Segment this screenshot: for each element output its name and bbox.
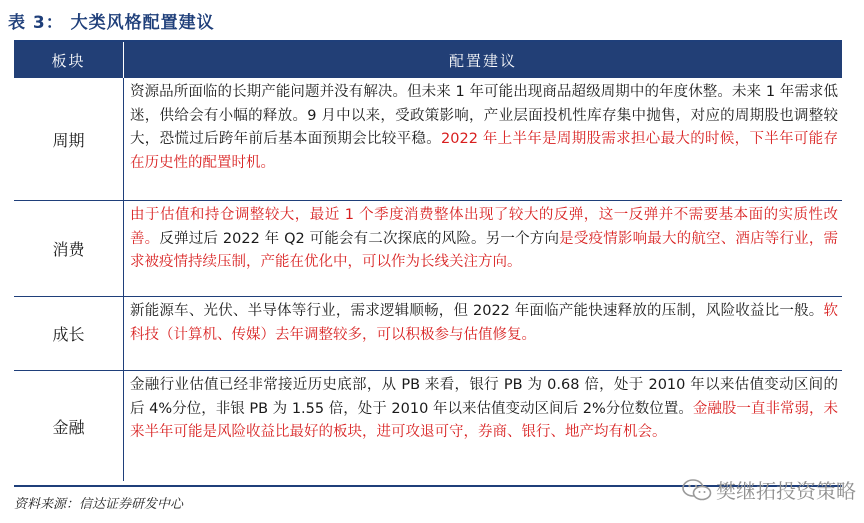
- cyclical-red-text: 2022 年上半年是周期股需求担心最大的时候，下半年可能存在历史性的配置时机。: [130, 131, 838, 171]
- wechat-icon: [682, 479, 712, 501]
- row-category-consumer: 消费: [14, 200, 124, 296]
- consumer-black-text: 反弹过后 2022 年 Q2 可能会有二次探底的风险。另一个方向: [159, 230, 560, 247]
- row-text-consumer: [124, 200, 842, 296]
- row-category-cyclical: 周期: [14, 78, 124, 200]
- row-category-financial: 金融: [14, 370, 124, 481]
- row-category-growth: 成长: [14, 296, 124, 370]
- growth-black-text: 新能源车、光伏、半导体等行业，需求逻辑顺畅，但 2022 年面临产能快速释放的压制，风险收益比一般。: [130, 303, 824, 319]
- header-suggestion: 配置建议: [124, 42, 842, 78]
- source-note: 资料来源：信达证券研发中心: [14, 497, 184, 512]
- row-text-cyclical: [124, 78, 842, 200]
- row-text-growth: [124, 296, 842, 370]
- financial-red-text: 金融股一直非常弱，未来半年可能是风险收益比最好的板块，进可攻退可守，券商、银行、地产均有机会。: [130, 400, 839, 440]
- consumer-red-text-2: 是受疫情影响最大的航空、酒店等行业，需求被疫情持续压制，产能在优化中，可以作为长线关注方向。: [130, 230, 839, 270]
- watermark: [682, 475, 856, 504]
- growth-red-text: 软科技（计算机、传媒）去年调整较多，可以积极参与估值修复。: [130, 303, 838, 343]
- table-title: 表 3： 大类风格配置建议: [8, 13, 215, 33]
- row-text-financial: [124, 370, 842, 481]
- financial-black-text: 金融行业估值已经非常接近历史底部，从 PB 来看，银行 PB 为 0.68 倍，处于 2010 年以来估值变动区间的后 4%分位，非银 PB 为 1.55 倍，处于 2010 年以来估值变动区间后 2%分位数位置。: [130, 377, 838, 417]
- watermark-text: 樊继拓投资策略: [716, 479, 856, 503]
- allocation-table: [14, 40, 842, 487]
- header-sector: 板块: [14, 42, 124, 78]
- consumer-red-text-1: 由于估值和持仓调整较大，最近 1 个季度消费整体出现了较大的反弹，这一反弹并不需要基本面的实质性改善。: [130, 207, 838, 247]
- cyclical-black-text: 资源品所面临的长期产能问题并没有解决。但未来 1 年可能出现商品超级周期中的年度休整。未来 1 年需求低迷，供给会有小幅的释放。9 月中以来，受政策影响，产业层面投机性库存集中抛售，对应的周期股也调整较大，恐慌过后跨年前后基本面预期会比较平稳。: [130, 84, 838, 147]
